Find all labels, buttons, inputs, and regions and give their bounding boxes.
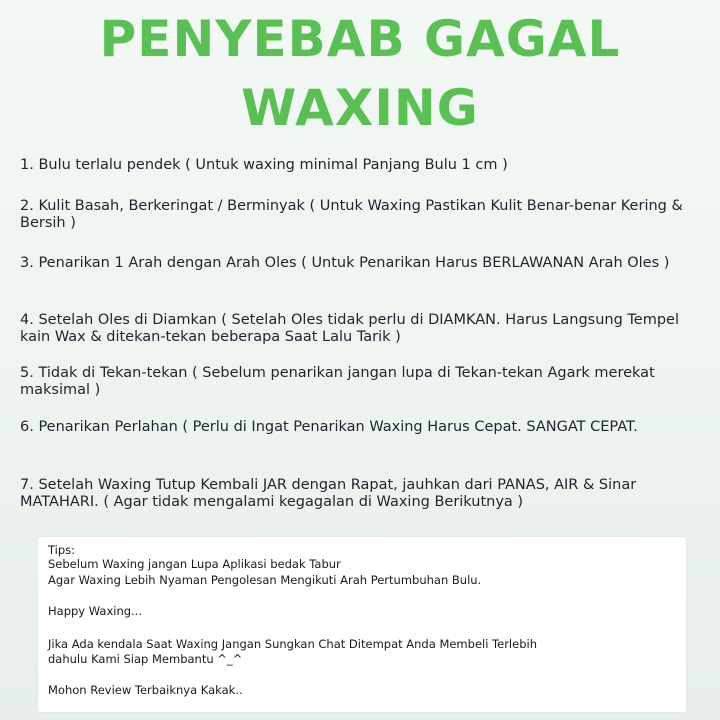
title-line-1: PENYEBAB GAGAL (99, 10, 621, 68)
tips-box (38, 537, 686, 712)
tip-happy-waxing: Happy Waxing... (48, 604, 142, 618)
reason-item: 6. Penarikan Perlahan ( Perlu di Ingat Penarikan Waxing Harus Cepat. SANGAT CEPAT. (20, 419, 638, 435)
tip-line-powder: Sebelum Waxing jangan Lupa Aplikasi bedak Tabur (48, 557, 341, 571)
reason-item: 5. Tidak di Tekan-tekan ( Sebelum penarikan jangan lupa di Tekan-tekan Agark merekat maksimal ) (20, 365, 655, 398)
tip-review-request: Mohon Review Terbaiknya Kakak.. (48, 683, 243, 697)
reason-item: 3. Penarikan 1 Arah dengan Arah Oles ( Untuk Penarikan Harus BERLAWANAN Arah Oles ) (20, 255, 670, 271)
reason-item: 7. Setelah Waxing Tutup Kembali JAR dengan Rapat, jauhkan dari PANAS, AIR & Sinar MATAHARI. ( Agar tidak mengalami kegagalan di Waxing Berikutnya ) (20, 477, 637, 510)
tip-contact-line-2: dahulu Kami Siap Membantu ^_^ (48, 652, 243, 666)
tip-contact-line-1: Jika Ada kendala Saat Waxing Jangan Sungkan Chat Ditempat Anda Membeli Terlebih (48, 637, 537, 651)
reason-item: 4. Setelah Oles di Diamkan ( Setelah Oles tidak perlu di DIAMKAN. Harus Langsung Tempel kain Wax & ditekan-tekan beberapa Saat Lalu Tarik ) (20, 312, 679, 345)
title-line-2: WAXING (241, 79, 479, 137)
tip-line-direction: Agar Waxing Lebih Nyaman Pengolesan Mengikuti Arah Pertumbuhan Bulu. (48, 573, 482, 587)
tips-label: Tips: (48, 543, 76, 557)
reason-item: 1. Bulu terlalu pendek ( Untuk waxing minimal Panjang Bulu 1 cm ) (20, 157, 508, 173)
reason-item: 2. Kulit Basah, Berkeringat / Berminyak ( Untuk Waxing Pastikan Kulit Benar-benar Kering & Bersih ) (20, 198, 683, 231)
